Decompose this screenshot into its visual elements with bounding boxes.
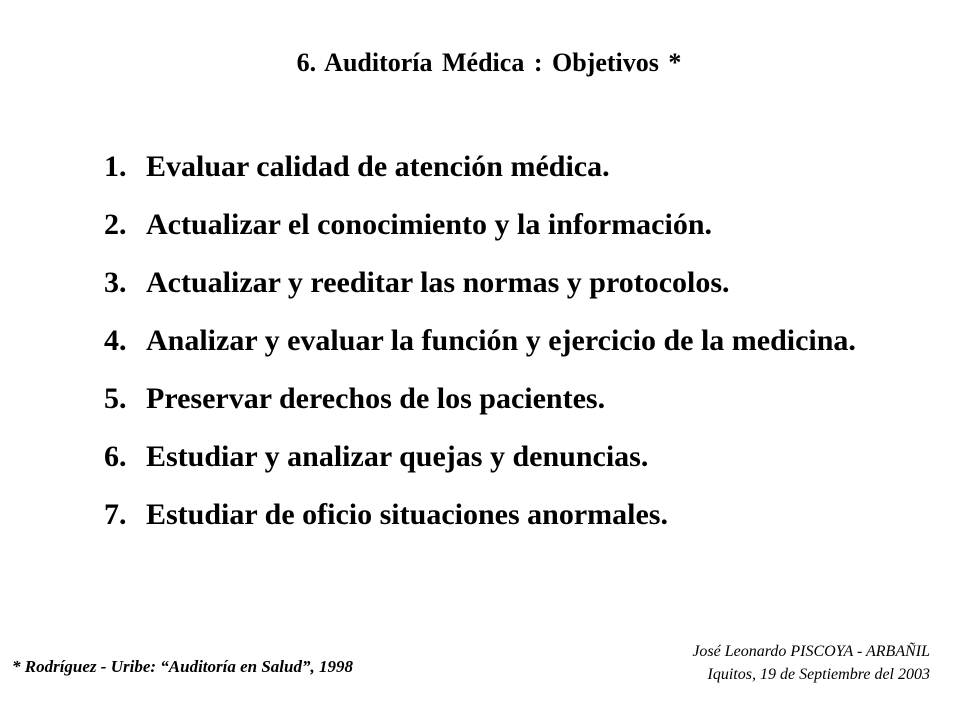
objective-text: Estudiar y analizar quejas y denuncias. <box>146 440 649 473</box>
objective-text: Analizar y evaluar la función y ejercicio de la medicina. <box>146 324 856 357</box>
objective-item <box>104 490 932 539</box>
author-block <box>692 640 930 686</box>
objective-number: 5. <box>104 382 127 415</box>
objective-item <box>104 316 932 365</box>
author-place-date: Iquitos, 19 de Septiembre del 2003 <box>707 666 930 683</box>
objective-item <box>104 200 932 249</box>
objective-text: Actualizar el conocimiento y la información. <box>146 208 713 241</box>
objective-number: 6. <box>104 440 127 473</box>
objective-number: 2. <box>104 208 127 241</box>
slide-title: 6. Auditoría Médica : Objetivos * <box>296 48 682 77</box>
objective-item <box>104 142 932 191</box>
source-footnote: * Rodríguez - Uribe: “Auditoría en Salud”, 1998 <box>12 657 353 676</box>
objective-text: Estudiar de oficio situaciones anormales. <box>146 498 668 531</box>
author-name: José Leonardo PISCOYA - ARBAÑIL <box>692 643 930 660</box>
objective-text: Actualizar y reeditar las normas y protocolos. <box>146 266 730 299</box>
objective-number: 3. <box>104 266 127 299</box>
objective-text: Preservar derechos de los pacientes. <box>146 382 606 415</box>
objectives-list <box>104 142 932 548</box>
objective-item <box>104 374 932 423</box>
objective-number: 1. <box>104 150 127 183</box>
objective-item <box>104 258 932 307</box>
objective-number: 4. <box>104 324 127 357</box>
objective-item <box>104 432 932 481</box>
objective-number: 7. <box>104 498 127 531</box>
objective-text: Evaluar calidad de atención médica. <box>146 150 610 183</box>
